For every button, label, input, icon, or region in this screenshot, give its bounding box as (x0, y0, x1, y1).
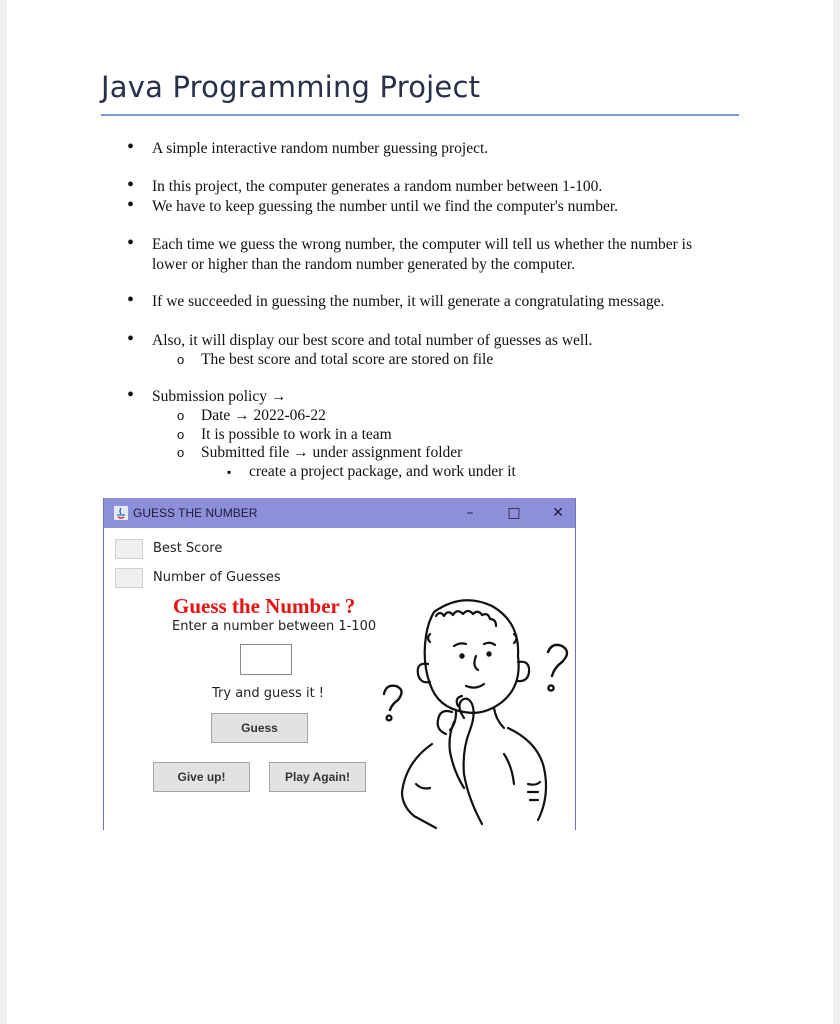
guesses-field (115, 568, 143, 588)
bullet-text: A simple interactive random number guessing project. (152, 140, 489, 157)
range-instruction: Enter a number between 1-100 (172, 619, 377, 634)
play-again-button[interactable]: Play Again! (269, 762, 366, 792)
bullet-marker (127, 330, 134, 350)
page-title: Java Programming Project (101, 70, 481, 104)
window-title: GUESS THE NUMBER (133, 506, 258, 520)
give-up-button[interactable]: Give up! (153, 762, 250, 792)
minimize-button[interactable]: – (466, 505, 474, 521)
maximize-button[interactable]: □ (507, 505, 521, 521)
guesses-label: Number of Guesses (153, 570, 281, 585)
best-score-field (115, 539, 143, 559)
bullet-text: If we succeeded in guessing the number, it will generate a congratulating message. (152, 293, 665, 310)
bullet-text: Each time we guess the wrong number, the computer will tell us whether the number is (152, 236, 693, 253)
bullet-text: lower or higher than the random number generated by the computer. (152, 256, 576, 273)
bullet-marker (127, 234, 134, 254)
window-titlebar (104, 498, 575, 528)
bullet-text: In this project, the computer generates a random number between 1-100. (152, 178, 603, 195)
sub-sub-bullet-text: create a project package, and work under it (249, 463, 516, 480)
sub-bullet-marker (177, 351, 184, 369)
java-icon (114, 506, 128, 520)
bullet-marker (127, 176, 134, 196)
close-button[interactable]: ✕ (552, 505, 564, 521)
thinking-person-illustration (372, 594, 572, 830)
sub-bullet-text: Date → 2022-06-22 (201, 407, 326, 424)
sub-bullet-marker (177, 407, 184, 425)
sub-bullet-text: The best score and total score are stored on file (201, 351, 494, 368)
bullet-marker (127, 138, 134, 158)
bullet-marker (127, 291, 134, 311)
sub-bullet-text: Submitted file → under assignment folder (201, 444, 463, 461)
bullet-text: Submission policy → (152, 388, 287, 405)
hint-text: Try and guess it ! (212, 686, 325, 701)
bullet-text: Also, it will display our best score and total number of guesses as well. (152, 332, 593, 349)
sub-bullet-marker (177, 426, 184, 444)
document-page (7, 0, 833, 1024)
best-score-label: Best Score (153, 541, 223, 556)
guess-input[interactable] (240, 644, 292, 675)
bullet-marker (127, 386, 134, 406)
guess-window (103, 498, 576, 830)
sub-sub-bullet-marker (227, 463, 231, 481)
game-heading: Guess the Number ? (173, 594, 356, 618)
guess-button[interactable]: Guess (211, 713, 308, 743)
title-underline (101, 114, 739, 116)
bullet-marker (127, 196, 134, 216)
sub-bullet-marker (177, 444, 184, 462)
bullet-text: We have to keep guessing the number until we find the computer's number. (152, 198, 618, 215)
sub-bullet-text: It is possible to work in a team (201, 426, 392, 443)
